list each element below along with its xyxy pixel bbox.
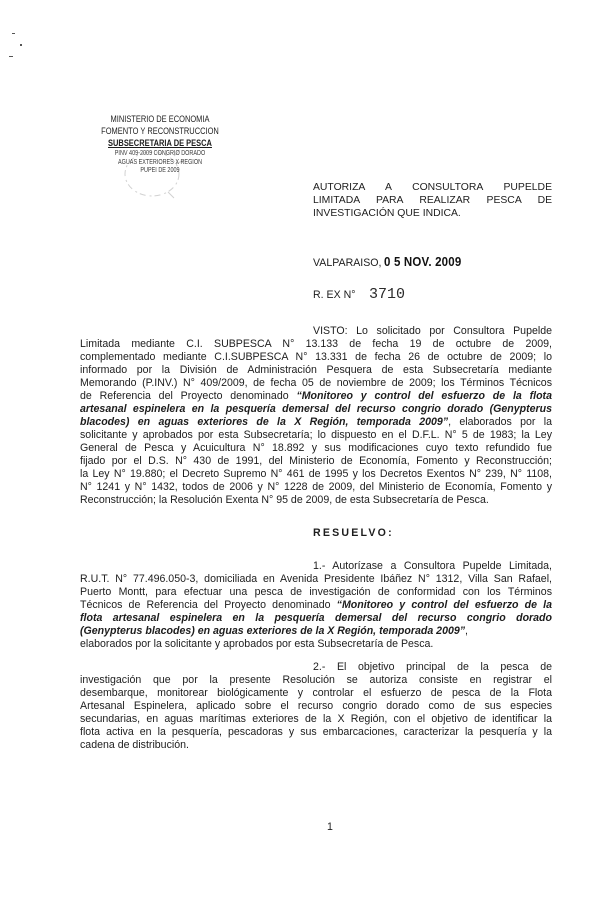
article-line: Puerto Montt, para efectuar una pesca de investigación de conformidad con los Términos xyxy=(80,585,552,598)
scan-speck xyxy=(20,44,22,46)
article-line: R.U.T. N° 77.496.050-3, domiciliada en Avenida Presidente Ibáñez N° 1312, Villa San Rafael, xyxy=(80,572,552,585)
article-line: 1.- Autorízase a Consultora Pupelde Limitada, xyxy=(313,559,552,572)
visto-line: VISTO: Lo solicitado por Consultora Pupelde xyxy=(313,324,552,337)
visto-line: fijado por el D.S. N° 430 de 1991, del Ministerio de Economía, Fomento y Reconstrucción; xyxy=(80,454,552,467)
project-title: “Monitoreo y control del esfuerzo de la flota xyxy=(296,389,552,402)
project-title: (Genypterus blacodes) en aguas exteriores de la X Región, temporada 2009” xyxy=(80,624,466,637)
article-text: , xyxy=(465,624,468,637)
resolution-number: 3710 xyxy=(369,286,406,303)
article-line: cadena de distribución. xyxy=(80,738,189,751)
resuelvo-heading: RESUELVO: xyxy=(313,526,394,539)
visto-text: , elaborados por la xyxy=(448,415,552,428)
reference-line: PINV 409-2009 CONGRIO DORADO xyxy=(114,150,206,157)
project-title: flota artesanal espinelera en la pesquería demersal del recurso congrio dorado xyxy=(80,611,552,624)
article-line: flota activa en la pesquería, pescadoras y sus embarcaciones, caracterizar la pesquería y la xyxy=(80,725,552,738)
subject-line: INVESTIGACIÓN QUE INDICA. xyxy=(313,207,461,219)
article-line: investigación que por la presente Resolución se autoriza consiste en registrar el xyxy=(80,673,552,686)
project-title: artesanal espinelera en la pesquería demersal del recurso congrio dorado (Genypterus xyxy=(80,402,552,415)
scan-speck xyxy=(9,56,13,57)
project-title: blacodes) en aguas exteriores de la X Región, temporada 2009” xyxy=(80,415,449,428)
page-number: 1 xyxy=(327,820,333,833)
visto-line: informado por la División de Administración Pesquera de esta Subsecretaría mediante xyxy=(80,363,552,376)
subject-line: LIMITADA PARA REALIZAR PESCA DE xyxy=(313,194,552,206)
subsecretaria-name: SUBSECRETARIA DE PESCA xyxy=(108,138,212,149)
place-label: VALPARAISO, xyxy=(313,256,382,269)
scan-speck xyxy=(12,33,15,34)
date-stamp: 0 5 NOV. 2009 xyxy=(384,255,462,269)
visto-line: complementado mediante C.I.SUBPESCA N° 13.331 de fecha 26 de octubre de 2009; lo xyxy=(80,350,552,363)
reference-line: PUPEI DE 2009 xyxy=(140,167,180,174)
resolution-subject xyxy=(313,181,552,220)
letterhead xyxy=(74,114,246,176)
visto-line: solicitante y aprobados por esta Subsecretaría; lo dispuesto en el D.F.L. N° 5 de 1983; la Ley xyxy=(80,428,552,441)
visto-text: de Referencia del Proyecto denominado xyxy=(80,389,297,402)
visto-line xyxy=(80,390,552,403)
article-line: Artesanal Espinelera, aplicado sobre el recurso congrio dorado como de sus especies xyxy=(80,699,552,712)
article-text: Técnicos de Referencia del Proyecto denominado xyxy=(80,598,337,611)
visto-line xyxy=(80,416,552,429)
article-line: 2.- El objetivo principal de la pesca de xyxy=(313,660,552,673)
visto-line: N° 1241 y N° 1432, todos de 2006 y N° 1228 de 2009, del Ministerio de Economía, Fomento y xyxy=(80,480,552,493)
subject-line: AUTORIZA A CONSULTORA PUPELDE xyxy=(313,181,552,193)
project-title: “Monitoreo y control del esfuerzo de la xyxy=(336,598,552,611)
article-line xyxy=(80,599,552,612)
ministry-name-line2: FOMENTO Y RECONSTRUCCION xyxy=(101,126,219,137)
resolution-label: R. EX N° xyxy=(313,288,356,301)
article-line: secundarias, en aguas marítimas exteriores de la X Región, con el objetivo de identificar la xyxy=(80,712,552,725)
visto-paragraph xyxy=(80,325,552,507)
visto-line: Memorando (P.INV.) N° 409/2009, de fecha 05 de noviembre de 2009; los Términos Técnicos xyxy=(80,376,552,389)
article-2 xyxy=(80,661,552,752)
visto-line: General de Pesca y Acuicultura N° 18.892 y sus modificaciones cuyo texto refundido fue xyxy=(80,441,552,454)
article-line: elaborados por la solicitante y aprobados por esta Subsecretaría de Pesca. xyxy=(80,637,434,650)
ministry-name: MINISTERIO DE ECONOMIA xyxy=(110,114,210,125)
visto-line: Reconstrucción; la Resolución Exenta N° 95 de 2009, de esta Subsecretaría de Pesca. xyxy=(80,493,489,506)
article-line: desembarque, monitorear biológicamente y controlar el esfuerzo de pesca de la Flota xyxy=(80,686,552,699)
article-line xyxy=(80,625,552,638)
visto-line: la Ley N° 19.880; el Decreto Supremo N° 461 de 1995 y los Decretos Exentos N° 239, N° 1108, xyxy=(80,467,552,480)
article-1 xyxy=(80,560,552,651)
visto-line: Limitada mediante C.I. SUBPESCA N° 13.133 de fecha 19 de octubre de 2009, xyxy=(80,337,552,350)
reference-line: AGUAS EXTERIORES X REGION xyxy=(117,158,203,166)
